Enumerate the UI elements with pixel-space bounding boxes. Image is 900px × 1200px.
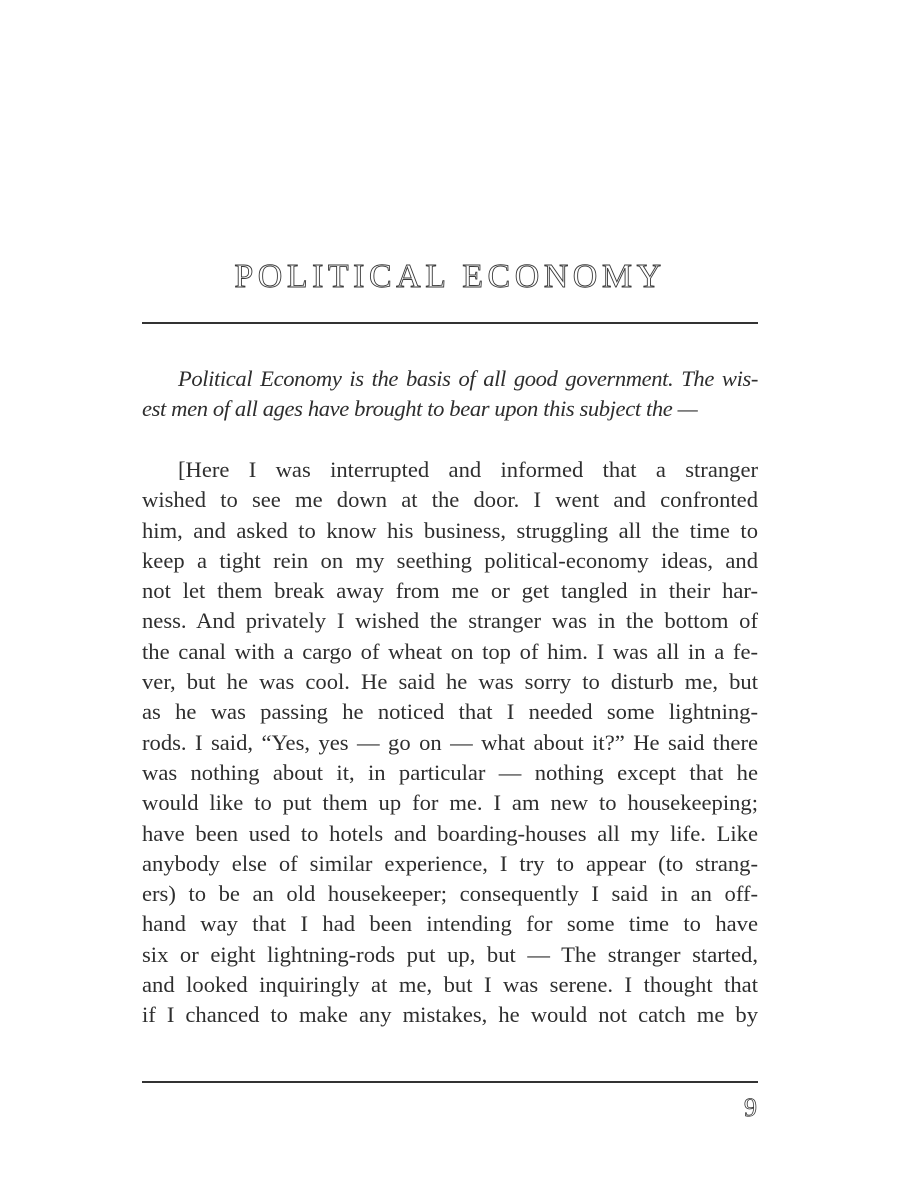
- body-line: keep a tight rein on my seething political-economy ideas, and: [142, 547, 758, 573]
- intro-line: est men of all ages have brought to bear upon this subject the —: [142, 396, 698, 422]
- body-line: ers) to be an old housekeeper; consequently I said in an off-: [142, 881, 758, 907]
- body-line: ver, but he was cool. He said he was sorry to disturb me, but: [142, 669, 758, 695]
- body-line: if I chanced to make any mistakes, he would not catch me by: [142, 1002, 758, 1028]
- body-line: was nothing about it, in particular — nothing except that he: [142, 759, 758, 785]
- body-line: hand way that I had been intending for some time to have: [142, 911, 758, 937]
- body-line: six or eight lightning-rods put up, but — The stranger started,: [142, 941, 758, 967]
- page-number: 9: [744, 1093, 757, 1122]
- body-line: as he was passing he noticed that I needed some lightning-: [142, 699, 758, 725]
- body-line: not let them break away from me or get tangled in their har-: [142, 578, 758, 604]
- body-line: [Here I was interrupted and informed that a stranger: [178, 457, 758, 482]
- footer-divider-rule: [142, 1081, 758, 1083]
- body-line: rods. I said, “Yes, yes — go on — what about it?” He said there: [142, 729, 758, 755]
- body-line: anybody else of similar experience, I try to appear (to strang-: [142, 850, 758, 876]
- body-line: and looked inquiringly at me, but I was serene. I thought that: [142, 972, 758, 998]
- title-divider-rule: [142, 322, 758, 324]
- chapter-title: POLITICAL ECONOMY: [234, 258, 666, 295]
- body-line: ness. And privately I wished the stranger was in the bottom of: [142, 608, 758, 634]
- body-line: wished to see me down at the door. I went and confronted: [142, 487, 758, 513]
- intro-paragraph: [142, 364, 758, 425]
- body-paragraph: [142, 455, 758, 1031]
- body-line: have been used to hotels and boarding-houses all my life. Like: [142, 820, 758, 846]
- body-line: the canal with a cargo of wheat on top of him. I was all in a fe-: [142, 638, 758, 664]
- body-line: would like to put them up for me. I am new to housekeeping;: [142, 790, 758, 816]
- body-line: him, and asked to know his business, struggling all the time to: [142, 517, 758, 543]
- intro-line: Political Economy is the basis of all good government. The wis-: [178, 366, 758, 391]
